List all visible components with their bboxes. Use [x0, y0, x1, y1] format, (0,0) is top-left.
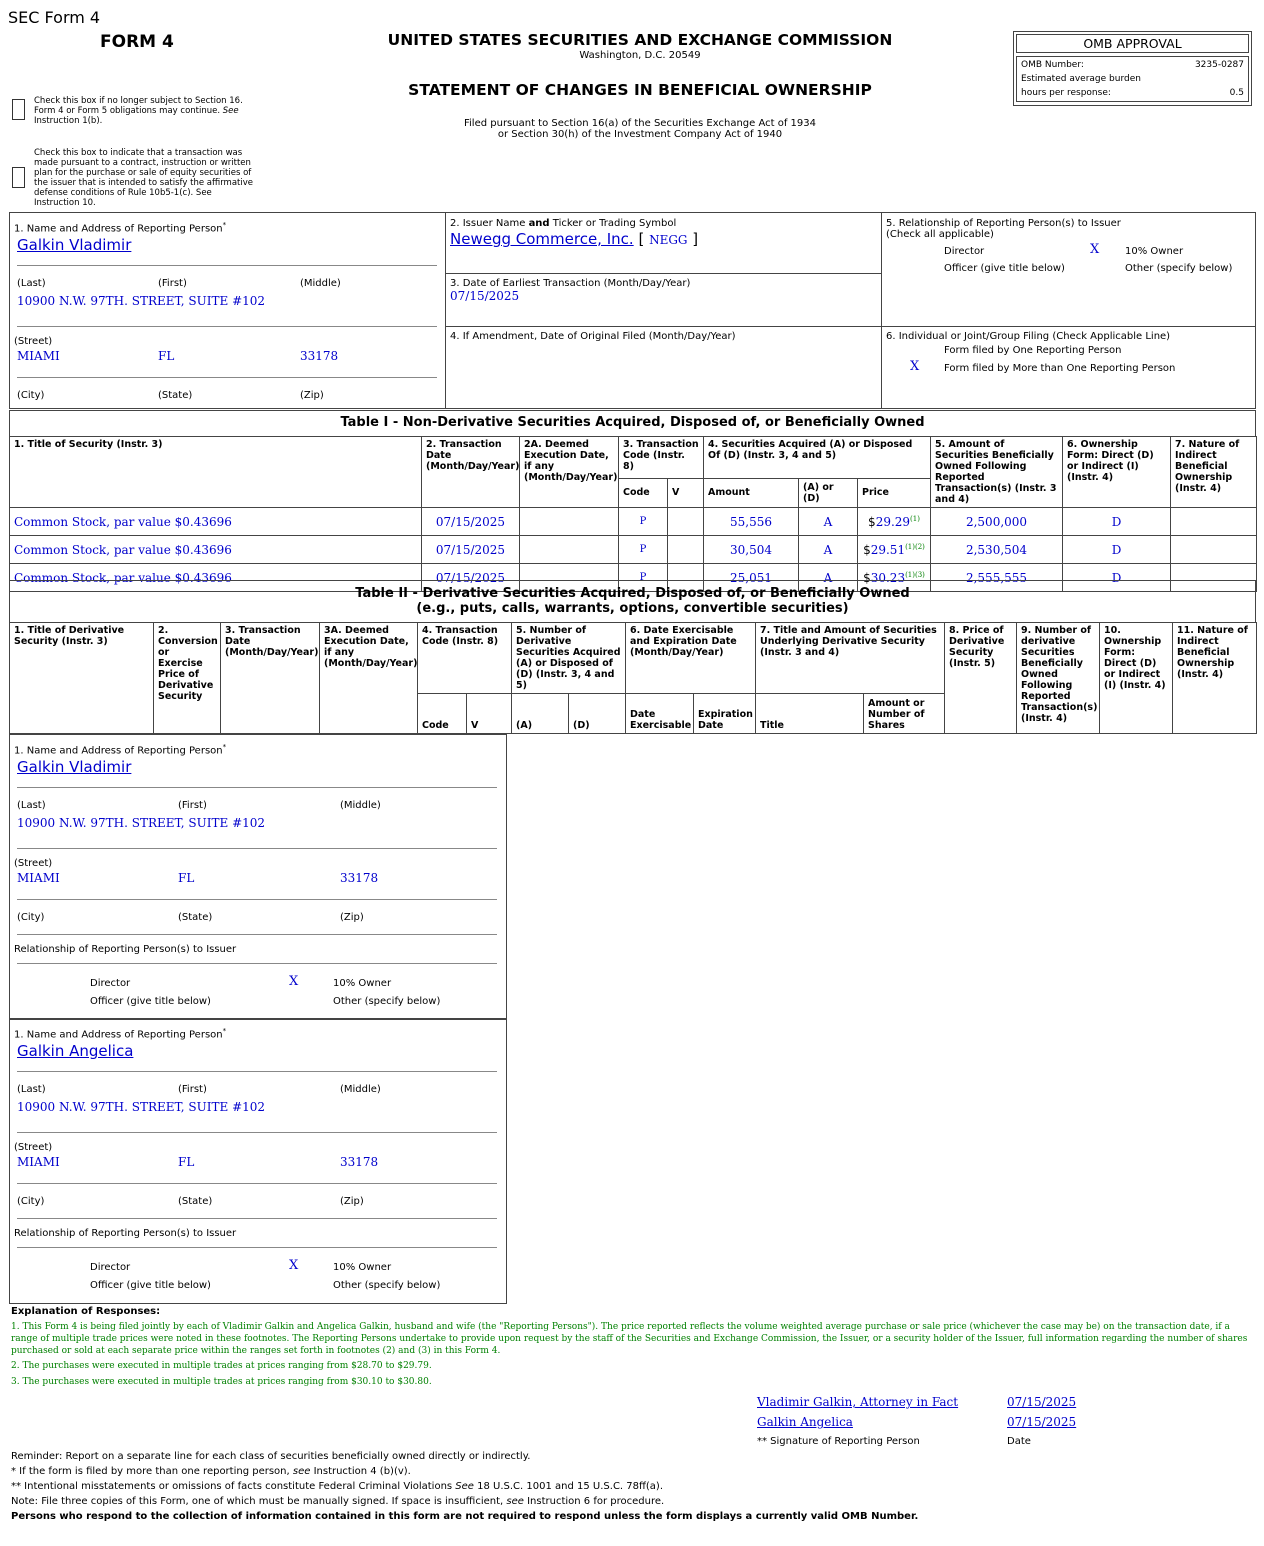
- middle-label: (Middle): [340, 800, 381, 811]
- middle-label: (Middle): [340, 1084, 381, 1095]
- amount-owned: 2,500,000: [931, 508, 1063, 536]
- director-label: Director: [90, 978, 131, 989]
- city-value: MIAMI: [17, 349, 60, 363]
- reminder: Reminder: Report on a separate line for each class of securities beneficially owned directly or indirectly.: [11, 1451, 531, 1462]
- t2-a: (A): [512, 694, 569, 734]
- ten-pct-owner-label: 10% Owner: [1125, 246, 1184, 257]
- amount-owned: 2,530,504: [931, 536, 1063, 564]
- first-label: (First): [158, 278, 187, 289]
- one-person-label: Form filed by One Reporting Person: [944, 345, 1122, 356]
- t2-h2: 2. Conversion or Exercise Price of Derivative Security: [154, 623, 221, 734]
- transaction-code: P: [619, 536, 668, 564]
- t2-code: Code: [418, 694, 467, 734]
- street-value: 10900 N.W. 97TH. STREET, SUITE #102: [17, 1100, 266, 1114]
- agency-address: Washington, D.C. 20549: [579, 50, 701, 61]
- issuer-line: Newegg Commerce, Inc. [ NEGG ]: [450, 230, 699, 248]
- t2-h8: 8. Price of Derivative Security (Instr. 5): [945, 623, 1017, 734]
- t1-h3: 3. Transaction Code (Instr. 8): [619, 437, 704, 479]
- t2-h5: 5. Number of Derivative Securities Acquired (A) or Disposed of (D) (Instr. 3, 4 and 5): [512, 623, 626, 694]
- divider: [17, 787, 497, 788]
- amount: 30,504: [704, 536, 799, 564]
- zip-label: (Zip): [340, 912, 364, 923]
- t1-h4: 4. Securities Acquired (A) or Disposed Of (D) (Instr. 3, 4 and 5): [704, 437, 931, 479]
- security-title: Common Stock, par value $0.43696: [10, 536, 422, 564]
- issuer-label: 2. Issuer Name and Ticker or Trading Symbol: [450, 218, 677, 229]
- table1: [9, 436, 1257, 592]
- ownership-form: D: [1063, 564, 1171, 592]
- filed-pursuant-2: or Section 30(h) of the Investment Company Act of 1940: [497, 129, 783, 140]
- omb-approval-box: [1013, 31, 1252, 106]
- deemed-date: [520, 508, 619, 536]
- signature-2[interactable]: Galkin Angelica: [757, 1415, 853, 1429]
- zip-value: 33178: [340, 1155, 379, 1169]
- city-value: MIAMI: [17, 1155, 60, 1169]
- divider: [17, 899, 497, 900]
- security-title: Common Stock, par value $0.43696: [10, 508, 422, 536]
- t2-exp: Expiration Date: [694, 694, 756, 734]
- date-label: Date: [1007, 1436, 1031, 1447]
- form-label: FORM 4: [100, 32, 174, 52]
- rule10b5-line: Instruction 10.: [34, 198, 96, 208]
- omb-number-label: OMB Number:: [1021, 60, 1084, 70]
- person-name[interactable]: Galkin Vladimir: [17, 758, 132, 776]
- rule10b5-checkbox[interactable]: [12, 167, 25, 188]
- signature-1-date: 07/15/2025: [1007, 1395, 1077, 1409]
- t1-h2: 2. Transaction Date (Month/Day/Year): [422, 437, 520, 508]
- amount: 25,051: [704, 564, 799, 592]
- omb-burden-label: Estimated average burden: [1021, 74, 1141, 84]
- footnote-3: 3. The purchases were executed in multiple trades at prices ranging from $30.10 to $30.80.: [11, 1377, 432, 1387]
- table2-title-1: Table II - Derivative Securities Acquired, Disposed of, or Beneficially Owned: [355, 586, 910, 601]
- transaction-v: [668, 508, 704, 536]
- street-label: (Street): [14, 858, 53, 869]
- state-value: FL: [178, 1155, 195, 1169]
- rule10b5-line: made pursuant to a contract, instruction or written: [34, 158, 251, 168]
- agency-title: UNITED STATES SECURITIES AND EXCHANGE COMMISSION: [387, 31, 893, 49]
- person-label: 1. Name and Address of Reporting Person*: [14, 743, 227, 757]
- more-persons-label: Form filed by More than One Reporting Person: [944, 363, 1176, 374]
- director-label: Director: [90, 1262, 131, 1273]
- box1-label: 1. Name and Address of Reporting Person*: [14, 221, 227, 235]
- ticker-symbol: NEGG: [649, 233, 688, 247]
- reporting-person-block: [9, 734, 507, 1020]
- ten-pct-owner-mark: X: [289, 1258, 299, 1273]
- t1-amount: Amount: [704, 478, 799, 508]
- ten-pct-owner-mark: X: [289, 974, 299, 989]
- last-label: (Last): [17, 1084, 46, 1095]
- director-label: Director: [944, 246, 985, 257]
- omb-hours-label: hours per response:: [1021, 88, 1111, 98]
- t2-h4: 4. Transaction Code (Instr. 8): [418, 623, 512, 694]
- t2-v: V: [467, 694, 512, 734]
- table2-title-2: (e.g., puts, calls, warrants, options, convertible securities): [416, 601, 849, 616]
- city-value: MIAMI: [17, 871, 60, 885]
- last-label: (Last): [17, 800, 46, 811]
- footnote-1: 1. This Form 4 is being filed jointly by each of Vladimir Galkin and Angelica Galkin, husband and wife (the "Reporting Persons"). The price reported reflects the volume weighted average purchase or sale price (whichever the case may be) on the transaction date, if a range of multiple trade prices were noted in these footnotes. The Reporting Persons undertake to provide upon request by the staff of the Securities and Exchange Commission, the Issuer, or a security holder of the Issuer, full information regarding the number of shares purchased or sold at each separate price within the ranges set forth in footnotes (2) and (3) in this Form 4.: [11, 1322, 1248, 1356]
- rule10b5-line: Check this box to indicate that a transaction was: [34, 148, 243, 158]
- relationship-sublabel: (Check all applicable): [886, 229, 994, 240]
- t2-h9: 9. Number of derivative Securities Beneficially Owned Following Reported Transaction(s) (Instr. 4): [1017, 623, 1100, 734]
- zip-value: 33178: [300, 349, 339, 363]
- ten-pct-owner-label: 10% Owner: [333, 1262, 392, 1273]
- transaction-date: 07/15/2025: [422, 536, 520, 564]
- price: $\$30.23^{(1)(3)}$: [858, 564, 931, 592]
- acquired-disposed: A: [799, 508, 858, 536]
- divider: [17, 1183, 497, 1184]
- nature-ownership: [1171, 508, 1257, 536]
- zip-value: 33178: [340, 871, 379, 885]
- divider: [17, 848, 497, 849]
- person-name[interactable]: Galkin Angelica: [17, 1042, 134, 1060]
- street-value: 10900 N.W. 97TH. STREET, SUITE #102: [17, 294, 266, 308]
- filed-pursuant-1: Filed pursuant to Section 16(a) of the Securities Exchange Act of 1934: [464, 118, 816, 129]
- city-label: (City): [17, 912, 45, 923]
- city-label: (City): [17, 390, 45, 401]
- explanation-title: Explanation of Responses:: [11, 1306, 161, 1317]
- t2-h10: 10. Ownership Form: Direct (D) or Indirect (I) (Instr. 4): [1100, 623, 1173, 734]
- transaction-code: P: [619, 564, 668, 592]
- table-row: [10, 536, 1257, 564]
- ownership-form: D: [1063, 536, 1171, 564]
- transaction-code: P: [619, 508, 668, 536]
- state-value: FL: [158, 349, 175, 363]
- state-label: (State): [178, 912, 213, 923]
- more-persons-mark: X: [910, 359, 920, 374]
- rule10b5-line: plan for the purchase or sale of equity securities of: [34, 168, 252, 178]
- transaction-date: 07/15/2025: [422, 564, 520, 592]
- signature-2-date: 07/15/2025: [1007, 1415, 1077, 1429]
- state-label: (State): [158, 390, 193, 401]
- relationship-label: Relationship of Reporting Person(s) to Issuer: [14, 944, 237, 955]
- t1-h7: 7. Nature of Indirect Beneficial Ownership (Instr. 4): [1171, 437, 1257, 508]
- rule10b5-line: defense conditions of Rule 10b5-1(c). See: [34, 188, 212, 198]
- t2-h3a: 3A. Deemed Execution Date, if any (Month/Day/Year): [320, 623, 418, 734]
- issuer-name[interactable]: Newegg Commerce, Inc.: [450, 230, 634, 248]
- zip-label: (Zip): [340, 1196, 364, 1207]
- signature-label: ** Signature of Reporting Person: [757, 1436, 920, 1447]
- t1-h6: 6. Ownership Form: Direct (D) or Indirect (I) (Instr. 4): [1063, 437, 1171, 508]
- note-2: ** Intentional misstatements or omissions of facts constitute Federal Criminal Violations See 18 U.S.C. 1001 and 15 U.S.C. 78ff(a).: [11, 1481, 664, 1492]
- person-label: 1. Name and Address of Reporting Person*: [14, 1027, 227, 1041]
- t2-h6: 6. Date Exercisable and Expiration Date (Month/Day/Year): [626, 623, 756, 694]
- rule10b5-line: the issuer that is intended to satisfy the affirmative: [34, 178, 253, 188]
- t2-h11: 11. Nature of Indirect Beneficial Ownership (Instr. 4): [1173, 623, 1257, 734]
- rule10b5-text: [34, 148, 253, 208]
- t1-h5: 5. Amount of Securities Beneficially Owned Following Reported Transaction(s) (Instr. 3 and 4): [931, 437, 1063, 508]
- price: $\$29.51^{(1)(2)}$: [858, 536, 931, 564]
- section16-text: Check this box if no longer subject to Section 16. Form 4 or Form 5 obligations may continue. See Instruction 1(b).: [34, 96, 243, 126]
- other-label: Other (specify below): [333, 1280, 441, 1291]
- note-3: Note: File three copies of this Form, one of which must be manually signed. If space is insufficient, see Instruction 6 for procedure.: [11, 1496, 665, 1507]
- footnote-2: 2. The purchases were executed in multiple trades at prices ranging from $28.70 to $29.79.: [11, 1361, 432, 1371]
- divider: [17, 963, 497, 964]
- reporting-person-name[interactable]: Galkin Vladimir: [17, 236, 132, 254]
- transaction-date: 07/15/2025: [422, 508, 520, 536]
- t1-code: Code: [619, 478, 668, 508]
- city-label: (City): [17, 1196, 45, 1207]
- t2-d: (D): [569, 694, 626, 734]
- statement-title: STATEMENT OF CHANGES IN BENEFICIAL OWNERSHIP: [408, 81, 872, 99]
- filing-label: 6. Individual or Joint/Group Filing (Check Applicable Line): [886, 331, 1171, 342]
- t2-h7: 7. Title and Amount of Securities Underlying Derivative Security (Instr. 3 and 4): [756, 623, 945, 694]
- t1-h1: 1. Title of Security (Instr. 3): [10, 437, 422, 508]
- street-label: (Street): [14, 1142, 53, 1153]
- t2-title: Title: [756, 694, 864, 734]
- table1-title: Table I - Non-Derivative Securities Acquired, Disposed of, or Beneficially Owned: [340, 415, 925, 430]
- acquired-disposed: A: [799, 564, 858, 592]
- amount: 55,556: [704, 508, 799, 536]
- acquired-disposed: A: [799, 536, 858, 564]
- note-1: * If the form is filed by more than one reporting person, see Instruction 4 (b)(v).: [11, 1466, 411, 1477]
- t2-h1: 1. Title of Derivative Security (Instr. 3): [10, 623, 154, 734]
- ownership-form: D: [1063, 508, 1171, 536]
- amount-owned: 2,555,555: [931, 564, 1063, 592]
- t1-aord: (A) or (D): [799, 478, 858, 508]
- state-value: FL: [178, 871, 195, 885]
- nature-ownership: [1171, 536, 1257, 564]
- transaction-v: [668, 536, 704, 564]
- omb-notice: Persons who respond to the collection of information contained in this form are not required to respond unless the form displays a currently valid OMB Number.: [11, 1511, 919, 1522]
- t1-h2a: 2A. Deemed Execution Date, if any (Month/Day/Year): [520, 437, 619, 508]
- divider: [17, 934, 497, 935]
- omb-title: OMB APPROVAL: [1016, 34, 1249, 53]
- security-title: Common Stock, par value $0.43696: [10, 564, 422, 592]
- other-label: Other (specify below): [333, 996, 441, 1007]
- street-value: 10900 N.W. 97TH. STREET, SUITE #102: [17, 816, 266, 830]
- t2-amount: Amount or Number of Shares: [864, 694, 945, 734]
- ten-pct-owner-label: 10% Owner: [333, 978, 392, 989]
- state-label: (State): [178, 1196, 213, 1207]
- omb-number-value: 3235-0287: [1194, 60, 1244, 70]
- first-label: (First): [178, 800, 207, 811]
- relationship-label: Relationship of Reporting Person(s) to Issuer: [14, 1228, 237, 1239]
- signature-1[interactable]: Vladimir Galkin, Attorney in Fact: [757, 1395, 959, 1409]
- divider: [17, 1132, 497, 1133]
- relationship-label: 5. Relationship of Reporting Person(s) to Issuer: [886, 218, 1121, 229]
- amendment-label: 4. If Amendment, Date of Original Filed (Month/Day/Year): [450, 331, 736, 342]
- t1-price: Price: [858, 478, 931, 508]
- earliest-date-value: 07/15/2025: [450, 289, 520, 303]
- last-label: (Last): [17, 278, 46, 289]
- street-label: (Street): [14, 336, 53, 347]
- omb-hours-value: 0.5: [1229, 88, 1244, 98]
- other-label: Other (specify below): [1125, 263, 1233, 274]
- t2-date-ex: Date Exercisable: [626, 694, 694, 734]
- price: $29.29$^{(1)}$: [858, 508, 931, 536]
- divider: [17, 1071, 497, 1072]
- t2-h3: 3. Transaction Date (Month/Day/Year): [221, 623, 320, 734]
- earliest-date-label: 3. Date of Earliest Transaction (Month/Day/Year): [450, 278, 691, 289]
- first-label: (First): [178, 1084, 207, 1095]
- ten-pct-owner-mark: X: [1090, 242, 1100, 257]
- table2: [9, 622, 1257, 734]
- reporting-person-block: [9, 1018, 507, 1304]
- divider: [17, 1218, 497, 1219]
- table-row: [10, 508, 1257, 536]
- section16-checkbox[interactable]: [12, 99, 25, 120]
- page-title: SEC Form 4: [8, 8, 101, 27]
- middle-label: (Middle): [300, 278, 341, 289]
- divider: [17, 1247, 497, 1248]
- deemed-date: [520, 536, 619, 564]
- officer-label: Officer (give title below): [90, 996, 211, 1007]
- zip-label: (Zip): [300, 390, 324, 401]
- t1-v: V: [668, 478, 704, 508]
- officer-label: Officer (give title below): [90, 1280, 211, 1291]
- officer-label: Officer (give title below): [944, 263, 1065, 274]
